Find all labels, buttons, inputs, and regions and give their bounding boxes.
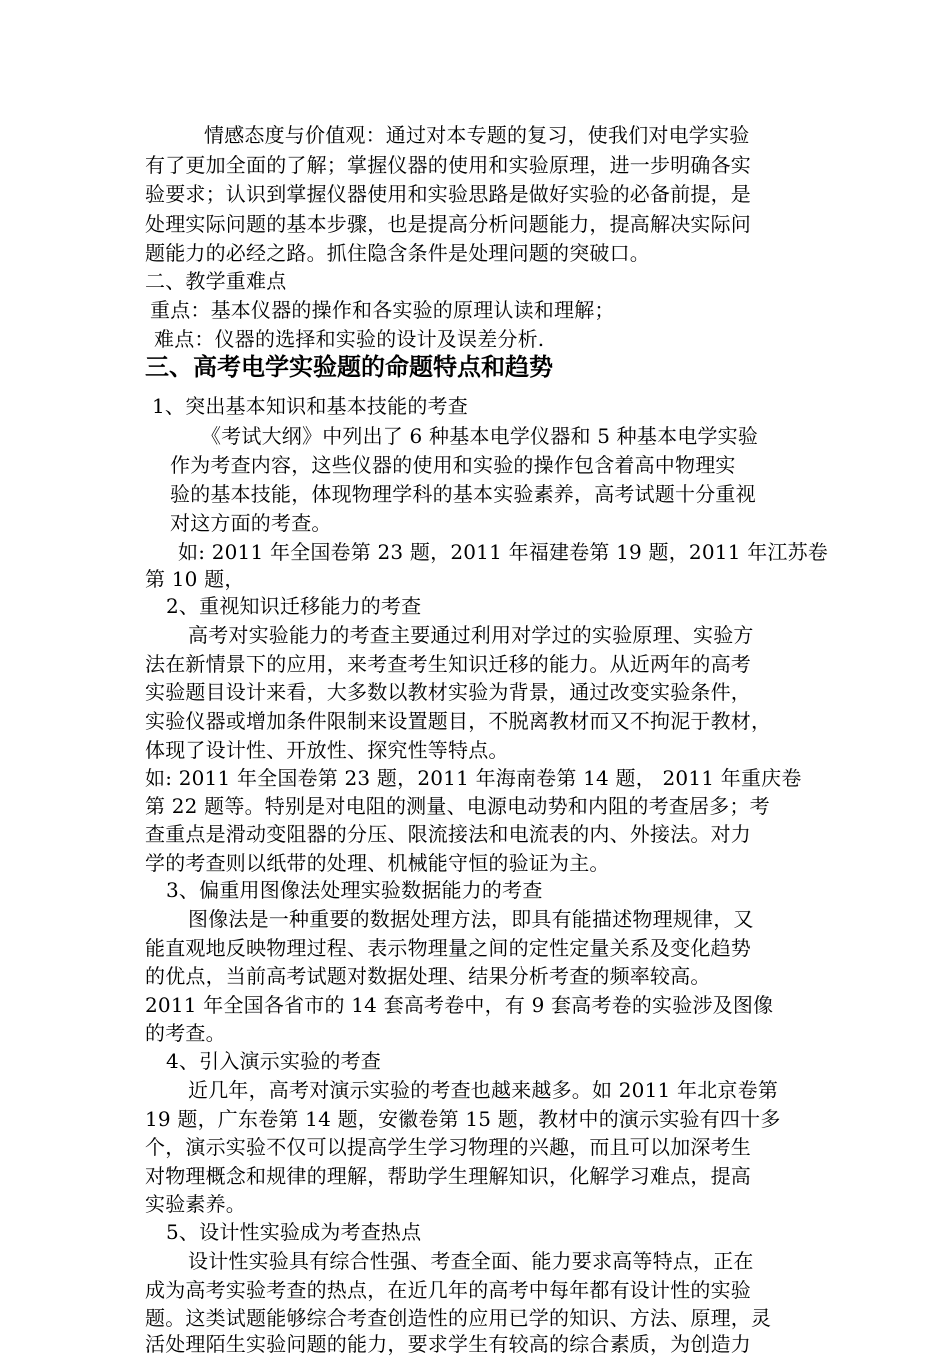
- key-point-line: 重点：基本仪器的操作和各实验的原理认读和理解；: [150, 298, 615, 322]
- example-line: 第 10 题，: [145, 567, 245, 591]
- paragraph-line: 对这方面的考查。: [170, 511, 332, 535]
- subsection-heading: 2、重视知识迁移能力的考查: [166, 594, 422, 618]
- subsection-heading: 4、引入演示实验的考查: [166, 1049, 381, 1073]
- paragraph-line: 实验题目设计来看，大多数以教材实验为背景，通过改变实验条件，: [145, 680, 751, 704]
- paragraph-line: 成为高考实验考查的热点，在近几年的高考中每年都有设计性的实验: [145, 1278, 751, 1302]
- subsection-heading: 1、突出基本知识和基本技能的考查: [152, 394, 468, 418]
- paragraph-line: 设计性实验具有综合性强、考查全面、能力要求高等特点，正在: [188, 1249, 754, 1273]
- paragraph-line: 活处理陌生实验问题的能力，要求学生有较高的综合素质，为创造力: [145, 1332, 751, 1356]
- paragraph-line: 实验素养。: [145, 1192, 246, 1216]
- paragraph-line: 有了更加全面的了解；掌握仪器的使用和实验原理，进一步明确各实: [145, 153, 751, 177]
- difficulty-line: 难点：仪器的选择和实验的设计及误差分析.: [154, 327, 545, 351]
- paragraph-line: 19 题，广东卷第 14 题，安徽卷第 15 题，教材中的演示实验有四十多: [145, 1107, 781, 1131]
- paragraph-line: 作为考查内容，这些仪器的使用和实验的操作包含着高中物理实: [170, 453, 736, 477]
- paragraph-line: 情感态度与价值观：通过对本专题的复习，使我们对电学实验: [204, 123, 750, 147]
- section-heading: 二、教学重难点: [145, 269, 287, 293]
- paragraph-line: 的优点，当前高考试题对数据处理、结果分析考查的频率较高。: [145, 964, 711, 988]
- paragraph-line: 个，演示实验不仅可以提高学生学习物理的兴趣，而且可以加深考生: [145, 1135, 751, 1159]
- paragraph-line: 题能力的必经之路。抓住隐含条件是处理问题的突破口。: [145, 241, 650, 265]
- paragraph-line: 处理实际问题的基本步骤，也是提高分析问题能力，提高解决实际问: [145, 212, 751, 236]
- paragraph-line: 实验仪器或增加条件限制来设置题目，不脱离教材而又不拘泥于教材，: [145, 709, 772, 733]
- paragraph-line: 对物理概念和规律的理解，帮助学生理解知识，化解学习难点，提高: [145, 1164, 751, 1188]
- paragraph-line: 图像法是一种重要的数据处理方法，即具有能描述物理规律，又: [188, 907, 754, 931]
- paragraph-line: 《考试大纲》中列出了 6 种基本电学仪器和 5 种基本电学实验: [201, 424, 759, 448]
- paragraph-line: 验要求；认识到掌握仪器使用和实验思路是做好实验的必备前提，是: [145, 182, 751, 206]
- example-line: 如: 2011 年全国卷第 23 题，2011 年海南卷第 14 题， 2011 年重庆卷: [145, 766, 802, 790]
- paragraph-line: 法在新情景下的应用，来考查考生知识迁移的能力。从近两年的高考: [145, 652, 751, 676]
- paragraph-line: 学的考查则以纸带的处理、机械能守恒的验证为主。: [145, 851, 610, 875]
- example-line: 如: 2011 年全国卷第 23 题，2011 年福建卷第 19 题，2011 年江苏卷: [178, 540, 828, 564]
- paragraph-line: 能直观地反映物理过程、表示物理量之间的定性定量关系及变化趋势: [145, 936, 751, 960]
- paragraph-line: 高考对实验能力的考查主要通过利用对学过的实验原理、实验方: [188, 623, 754, 647]
- paragraph-line: 查重点是滑动变阻器的分压、限流接法和电流表的内、外接法。对力: [145, 822, 751, 846]
- paragraph-line: 的考查。: [145, 1021, 226, 1045]
- subsection-heading: 5、设计性实验成为考查热点: [166, 1220, 422, 1244]
- paragraph-line: 体现了设计性、开放性、探究性等特点。: [145, 738, 509, 762]
- paragraph-line: 题。这类试题能够综合考查创造性的应用已学的知识、方法、原理，灵: [145, 1306, 772, 1330]
- subsection-heading: 3、偏重用图像法处理实验数据能力的考查: [166, 878, 543, 902]
- section-title: 三、高考电学实验题的命题特点和趋势: [145, 352, 553, 381]
- paragraph-line: 验的基本技能，体现物理学科的基本实验素养，高考试题十分重视: [170, 482, 756, 506]
- paragraph-line: 2011 年全国各省市的 14 套高考卷中，有 9 套高考卷的实验涉及图像: [145, 993, 774, 1017]
- paragraph-line: 第 22 题等。特别是对电阻的测量、电源电动势和内阻的考查居多；考: [145, 794, 770, 818]
- paragraph-line: 近几年，高考对演示实验的考查也越来越多。如 2011 年北京卷第: [188, 1078, 779, 1102]
